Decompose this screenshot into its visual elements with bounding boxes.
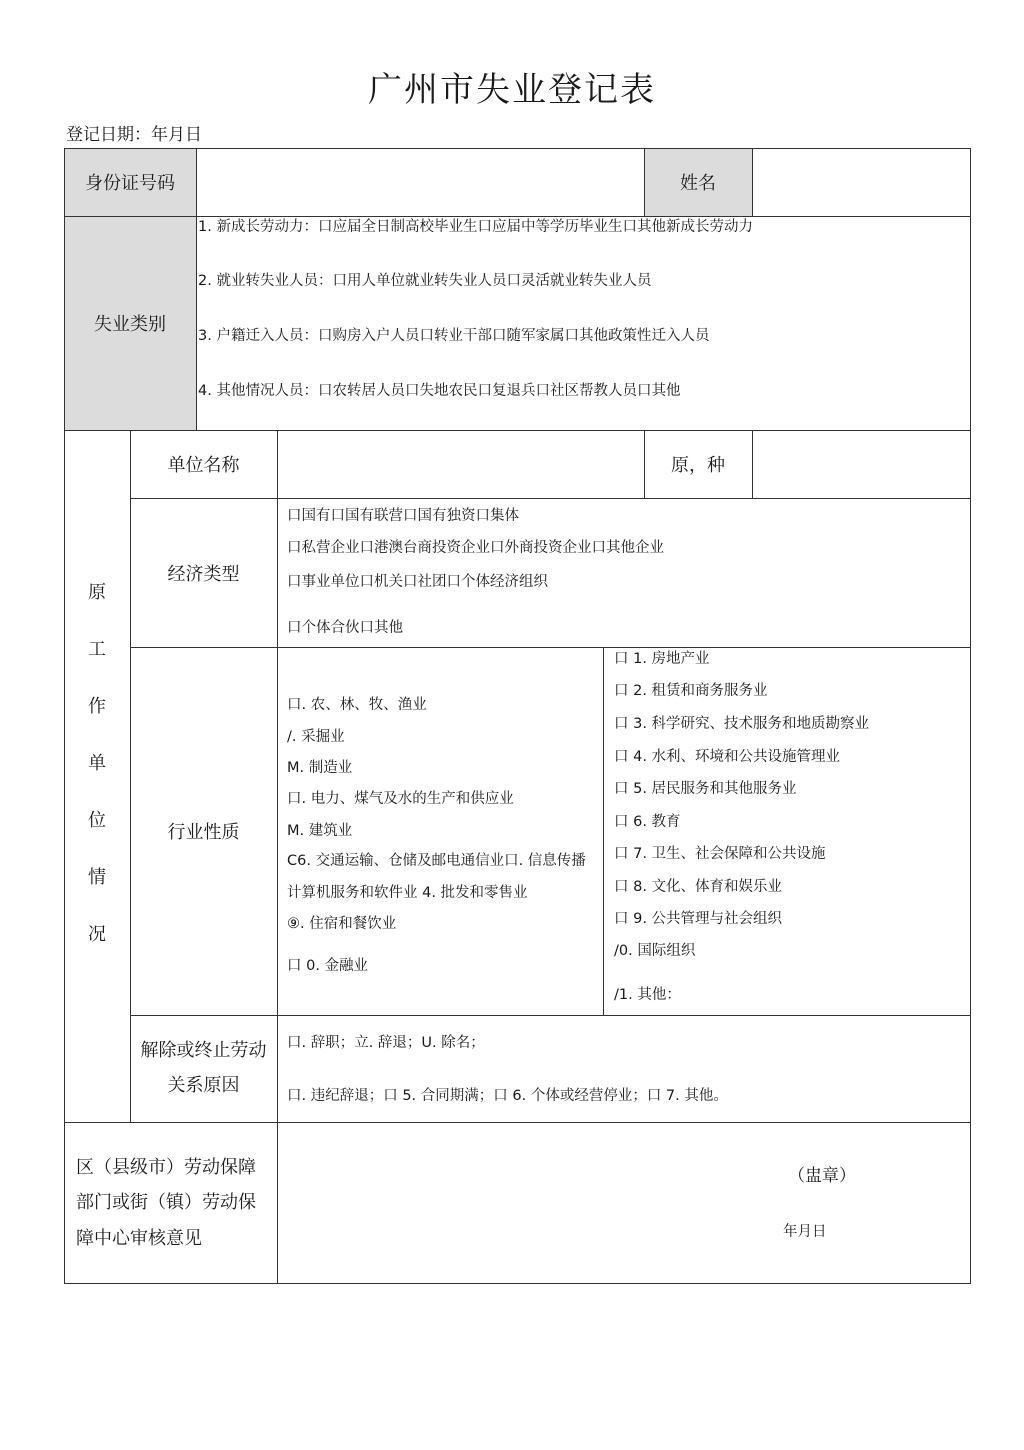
unit-name-field[interactable] (278, 431, 644, 498)
termination-label: 解除或终止劳动 关系原因 (140, 1040, 267, 1096)
category-line-4: 4. 其他情况人员：口农转居人员口失地农民口复退兵口社区帮教人员口其他 (198, 383, 681, 399)
industry-left-1: 口. 农、林、牧、渔业 (287, 697, 427, 713)
econ-line-4: 口个体合伙口其他 (287, 620, 403, 636)
page-title: 广州市失业登记表 (368, 70, 656, 110)
former-work-label: 原 工 作 单 位 情 况 (88, 582, 106, 945)
category-label: 失业类别 (94, 314, 166, 335)
industry-left-9: 口 0. 金融业 (287, 958, 369, 974)
unit-type-field[interactable] (753, 431, 970, 498)
industry-right-7: 口 7. 卫生、社会保障和公共设施 (614, 846, 826, 862)
register-date: 登记日期：年月日 (66, 125, 202, 145)
industry-left-8: ⑨. 住宿和餐饮业 (287, 916, 397, 932)
unit-type-label: 原，种 (671, 455, 725, 476)
industry-right-2: 口 2. 租赁和商务服务业 (614, 683, 768, 699)
industry-left-3: M. 制造业 (287, 760, 353, 776)
category-line-1: 1. 新成长劳动力：口应届全日制高校毕业生口应届中等学历毕业生口其他新成长劳动力 (198, 219, 753, 235)
review-date: 年月日 (783, 1224, 827, 1240)
econ-type-label: 经济类型 (167, 563, 240, 585)
id-number-field[interactable] (197, 149, 644, 216)
termination-line-2: 口. 违纪辞退；口 5. 合同期满；口 6. 个体或经营停业；口 7. 其他。 (287, 1088, 728, 1104)
econ-line-3: 口事业单位口机关口社团口个体经济组织 (287, 574, 548, 590)
industry-right-8: 口 8. 文化、体育和娱乐业 (614, 879, 783, 895)
unit-name-label: 单位名称 (167, 455, 240, 476)
review-label: 区（县级市）劳动保障 部门或街（镇）劳动保 障中心审核意见 (76, 1157, 256, 1249)
econ-line-2: 口私营企业口港澳台商投资企业口外商投资企业口其他企业 (287, 540, 664, 556)
category-line-3: 3. 户籍迁入人员：口购房入户人员口转业干部口随军家属口其他政策性迁入人员 (198, 328, 710, 344)
industry-left-6: C6. 交通运输、仓储及邮电通信业口. 信息传播 (287, 853, 586, 869)
industry-right-10: /0. 国际组织 (614, 943, 696, 959)
industry-right-4: 口 4. 水利、环境和公共设施管理业 (614, 749, 841, 765)
industry-right-11: /1. 其他： (614, 987, 681, 1003)
id-number-label: 身份证号码 (85, 173, 175, 194)
review-field[interactable] (278, 1123, 970, 1283)
industry-right-5: 口 5. 居民服务和其他服务业 (614, 781, 797, 797)
industry-left-4: 口. 电力、煤气及水的生产和供应业 (287, 791, 514, 807)
name-field[interactable] (753, 149, 970, 216)
industry-right-1: 口 1. 房地产业 (614, 651, 710, 667)
industry-label: 行业性质 (167, 822, 240, 843)
name-label: 姓名 (680, 173, 716, 194)
industry-right-6: 口 6. 教育 (614, 814, 681, 830)
industry-left-7: 计算机服务和软件业 4. 批发和零售业 (287, 885, 528, 901)
industry-left-2: /. 采掘业 (287, 729, 345, 745)
econ-line-1: 口国有口国有联营口国有独资口集体 (287, 508, 519, 524)
industry-right-3: 口 3. 科学研究、技术服务和地质勘察业 (614, 716, 870, 732)
termination-line-1: 口. 辞职；立. 辞退；U. 除名； (287, 1035, 485, 1051)
category-line-2: 2. 就业转失业人员：口用人单位就业转失业人员口灵活就业转失业人员 (198, 273, 652, 289)
industry-right-9: 口 9. 公共管理与社会组织 (614, 911, 783, 927)
industry-left-5: M. 建筑业 (287, 823, 353, 839)
seal-label: （盅章） (788, 1166, 856, 1186)
